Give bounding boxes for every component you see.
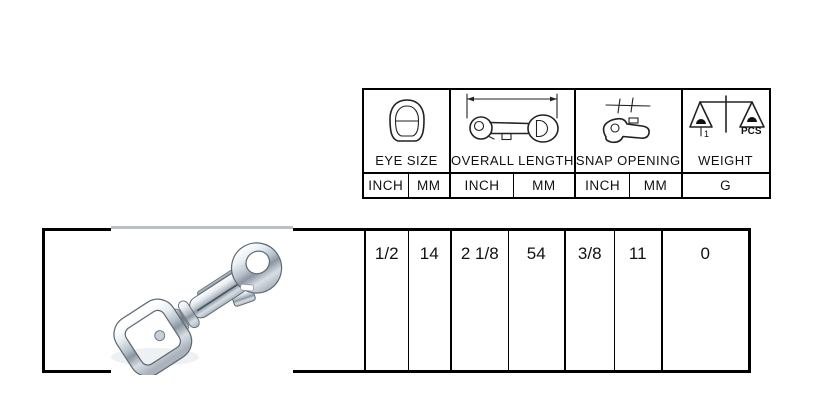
weight-icon [686,92,766,152]
swivel-bolt-snap-image [111,229,293,375]
eye-size-icon [382,94,432,152]
value-overall-length-mm: 54 [509,230,565,372]
value-snap-opening-inch: 3/8 [565,230,615,372]
column-label: OVERALL LENGTH [451,153,574,168]
column-header-eye-size [363,89,450,173]
spec-header-unit-row [363,173,770,198]
column-header-snap-opening [575,89,682,173]
column-label: WEIGHT [698,153,754,168]
unit-overall-length-inch: INCH [450,173,514,198]
column-label: EYE SIZE [375,153,438,168]
weight-icon-left-pan-label: 1 [703,129,709,139]
unit-eye-size-inch: INCH [363,173,408,198]
value-overall-length-inch: 2 1/8 [451,230,509,372]
value-snap-opening-mm: 11 [615,230,662,372]
unit-eye-size-mm: MM [408,173,450,198]
spec-header-table [362,88,771,199]
unit-weight-g: G [682,173,770,198]
overall-length-icon [460,90,564,152]
unit-snap-opening-mm: MM [630,173,682,198]
product-photo [111,226,293,375]
snap-opening-icon [588,94,668,152]
weight-icon-right-pan-label: PCS [740,126,762,137]
value-weight-g: 0 [662,230,750,372]
spec-header-icon-row [363,89,770,173]
column-header-weight [682,89,770,173]
unit-overall-length-mm: MM [514,173,575,198]
value-eye-size-inch: 1/2 [365,230,409,372]
value-eye-size-mm: 14 [409,230,451,372]
column-label: SNAP OPENING [575,153,681,168]
column-header-overall-length [450,89,575,173]
unit-snap-opening-inch: INCH [575,173,630,198]
